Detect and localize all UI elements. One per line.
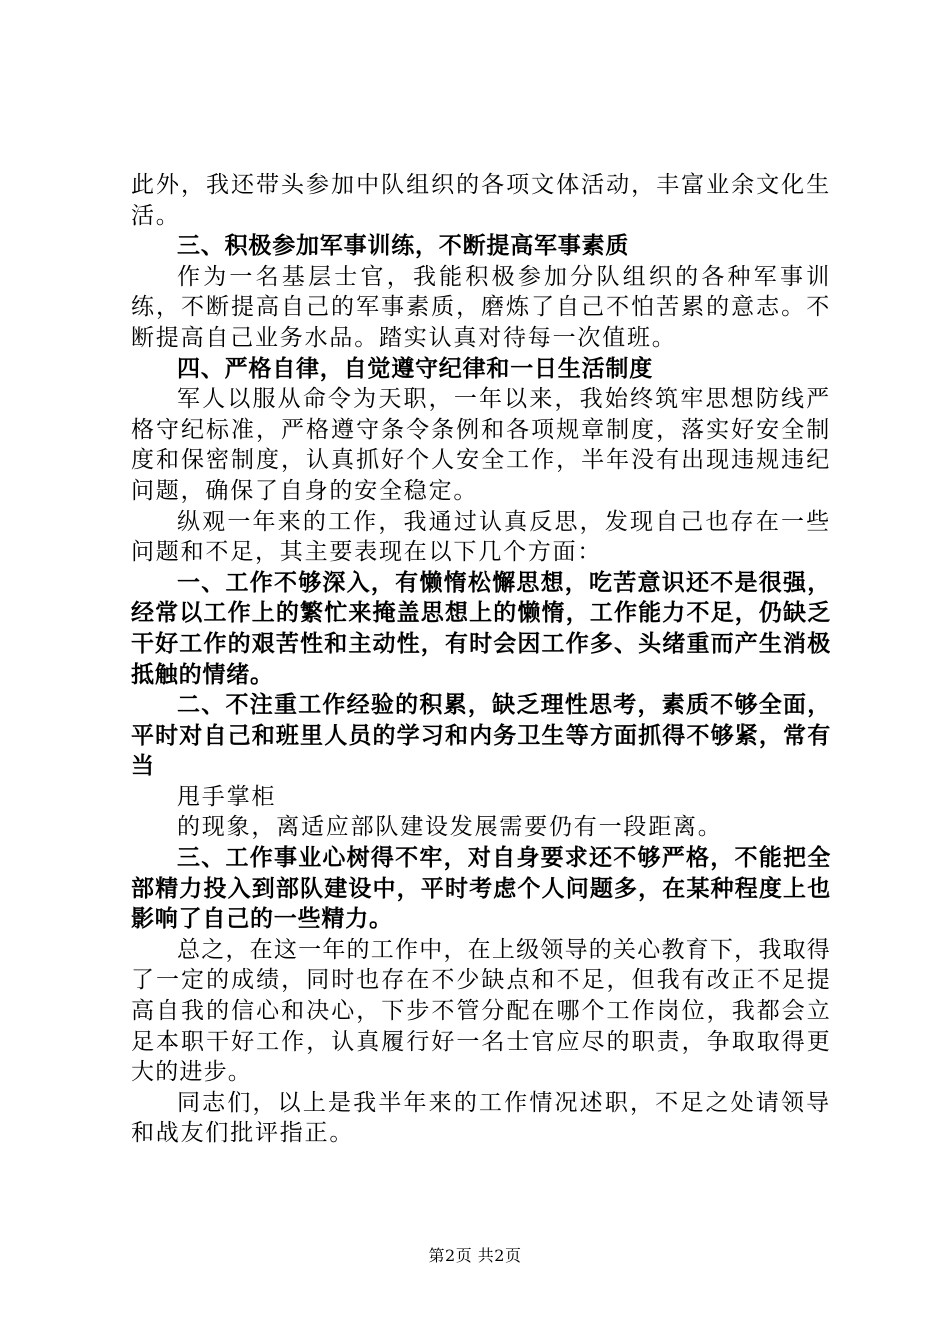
- problem-item-2: 二、不注重工作经验的积累，缺乏理性思考，素质不够全面，平时对自己和班里人员的学习和内务卫生等方面抓得不够紧，常有当: [131, 691, 831, 780]
- section-heading-4: 四、严格自律，自觉遵守纪律和一日生活制度: [177, 354, 653, 382]
- document-body: [131, 170, 831, 1149]
- problem-item-1: 一、工作不够深入，有懒惰松懈思想，吃苦意识还不是很强，经常以工作上的繁忙来掩盖思想上的懒惰，工作能力不足，仍缺乏干好工作的艰苦性和主动性，有时会因工作多、头绪重而产生消极抵触的情绪。: [131, 568, 831, 688]
- paragraph-summary: 总之，在这一年的工作中，在上级领导的关心教育下，我取得了一定的成绩，同时也存在不少缺点和不足，但我有改正不足提高自我的信心和决心，下步不管分配在哪个工作岗位，我都会立足本职干好工作，认真履行好一名士官应尽的职责，争取取得更大的进步。: [131, 936, 831, 1086]
- page-footer: 第2页 共2页: [428, 1246, 522, 1265]
- paragraph-closing: 同志们，以上是我半年来的工作情况述职，不足之处请领导和战友们批评指正。: [131, 1089, 831, 1147]
- paragraph-review: 纵观一年来的工作，我通过认真反思，发现自己也存在一些问题和不足，其主要表现在以下几个方面：: [131, 508, 831, 566]
- paragraph-continuation: 此外，我还带头参加中队组织的各项文体活动，丰富业余文化生活。: [131, 172, 831, 229]
- problem-item-3: 三、工作事业心树得不牢，对自身要求还不够严格，不能把全部精力投入到部队建设中，平时考虑个人问题多，在某种程度上也影响了自己的一些精力。: [131, 844, 831, 933]
- paragraph-discipline: 军人以服从命令为天职，一年以来，我始终筑牢思想防线严格守纪标准，严格遵守条令条例和各项规章制度，落实好安全制度和保密制度，认真抓好个人安全工作，半年没有出现违规违纪问题，确保了自身的安全稳定。: [131, 386, 831, 504]
- section-heading-3: 三、积极参加军事训练，不断提高军事素质: [177, 232, 630, 260]
- paragraph-training: 作为一名基层士官，我能积极参加分队组织的各种军事训练，不断提高自己的军事素质，磨炼了自己不怕苦累的意志。不断提高自己业务水品。踏实认真对待每一次值班。: [131, 263, 831, 351]
- problem-item-2-quote: 甩手掌柜: [177, 783, 277, 810]
- problem-item-2-tail: 的现象，离适应部队建设发展需要仍有一段距离。: [177, 814, 723, 841]
